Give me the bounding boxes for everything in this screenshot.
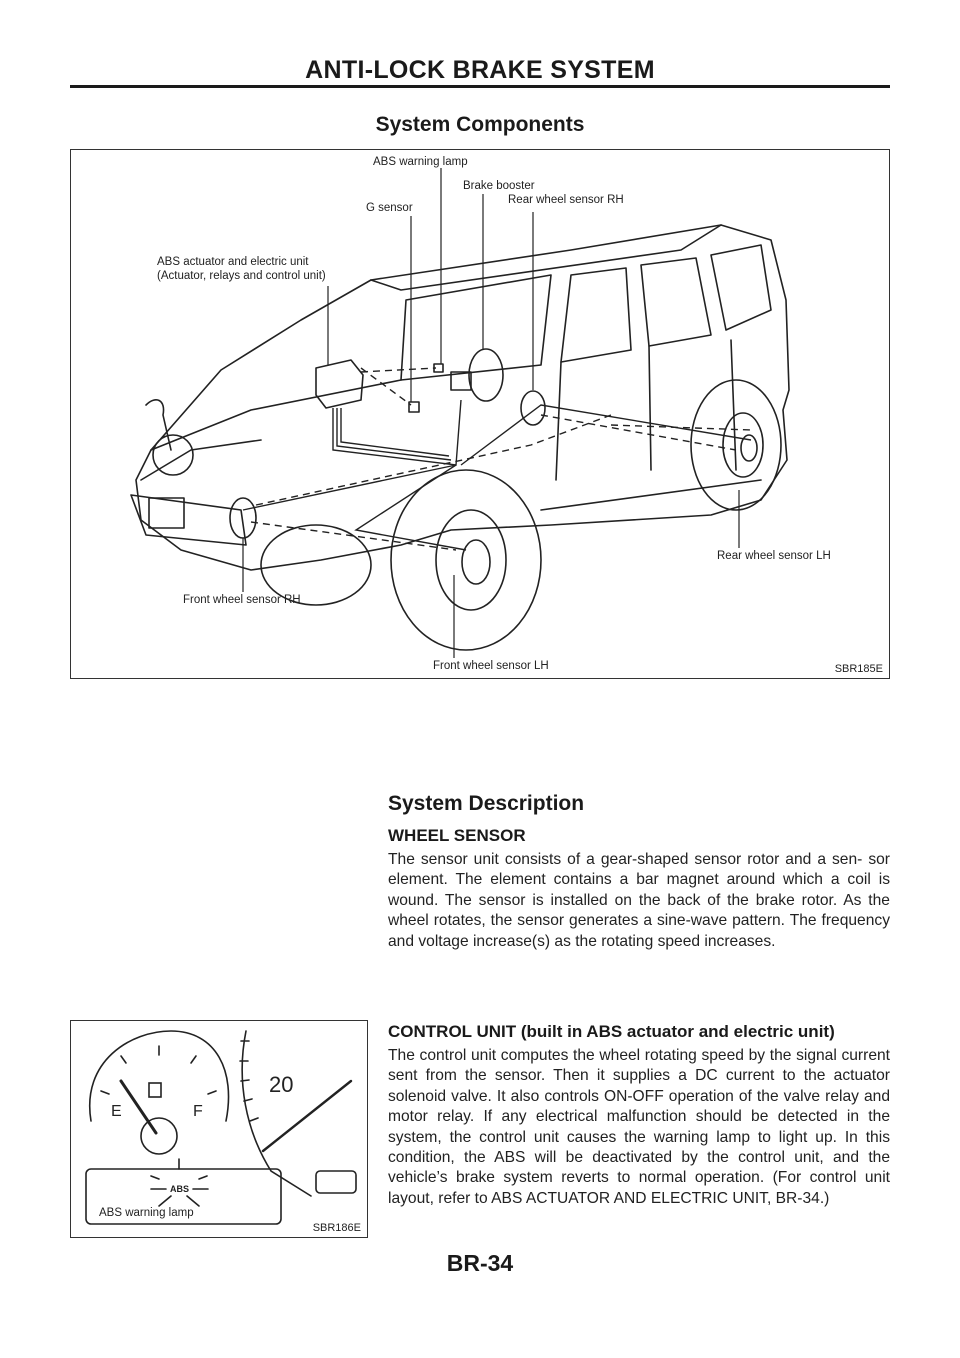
fuel-tick-4 xyxy=(191,1056,196,1063)
callout-rear-wheel-sensor-rh: Rear wheel sensor RH xyxy=(508,194,624,206)
rear-left-wheel xyxy=(691,380,781,510)
fuel-gauge-hub xyxy=(141,1118,177,1154)
lamp-ray-left xyxy=(151,1176,159,1179)
gauge-e-label: E xyxy=(111,1103,122,1120)
rear-rh-rotor xyxy=(521,391,545,425)
abs-lamp-text: ABS xyxy=(170,1184,190,1194)
roof-line xyxy=(371,225,721,290)
callout-rear-wheel-sensor-lh: Rear wheel sensor LH xyxy=(717,550,831,562)
front-lh-rotor xyxy=(462,540,490,584)
g-sensor xyxy=(409,402,419,412)
license-plate xyxy=(149,498,184,528)
warning-lamp-figure xyxy=(70,1020,368,1238)
callout-abs-warning-lamp: ABS warning lamp xyxy=(373,156,468,168)
fuel-pump-icon xyxy=(149,1083,161,1097)
front-left-wheel xyxy=(391,470,541,650)
harness-front-lh xyxy=(356,465,466,550)
header-rule xyxy=(70,85,890,88)
heading-control-unit: CONTROL UNIT (built in ABS actuator and electric unit) xyxy=(388,1022,835,1041)
dashed-rear-2 xyxy=(611,425,751,430)
callout-abs-actuator-line1: ABS actuator and electric unit xyxy=(157,256,309,268)
fuel-tick-5 xyxy=(208,1091,216,1094)
lamp-ray-right xyxy=(199,1176,207,1179)
fuel-tick-2 xyxy=(121,1056,126,1063)
speedometer-arc xyxy=(242,1031,311,1196)
lamp-ray-low-left xyxy=(159,1196,171,1206)
callout-abs-actuator-line2: (Actuator, relays and control unit) xyxy=(157,270,326,282)
abs-actuator xyxy=(316,360,363,408)
fuel-tick-1 xyxy=(101,1091,109,1094)
figure-id-sbr186e: SBR186E xyxy=(312,1222,361,1234)
hood-line xyxy=(151,380,401,450)
harness-rear xyxy=(461,405,751,465)
speed-20-label: 20 xyxy=(269,1072,294,1097)
page-number: BR-34 xyxy=(446,1250,514,1276)
callout-g-sensor: G sensor xyxy=(366,202,413,214)
front-right-wheel xyxy=(261,525,371,605)
rear-window xyxy=(641,258,711,346)
harness-front-rh xyxy=(243,465,456,510)
speed-tick-3 xyxy=(241,1080,249,1081)
windshield xyxy=(401,275,551,380)
paragraph-wheel-sensor: The sensor unit consists of a gear-shaped sensor rotor and a sen- sor element. The element contains a bar magnet around which a coil is wound. The sensor is installed on the back of the brake rotor. As the wheel rotates, the sensor generates a sine-wave pattern. The frequency and voltage increase(s) as the rotating speed increases. xyxy=(388,851,890,950)
odometer-window xyxy=(316,1171,356,1193)
callout-brake-booster: Brake booster xyxy=(463,180,535,192)
page-header-title: ANTI-LOCK BRAKE SYSTEM xyxy=(305,56,655,84)
dashed-lamp xyxy=(361,368,436,372)
callout-abs-warning-lamp-2: ABS warning lamp xyxy=(99,1207,194,1219)
speed-tick-5 xyxy=(250,1118,258,1121)
fuel-gauge-needle xyxy=(121,1081,156,1133)
paragraph-control-unit: The control unit computes the wheel rotating speed by the signal current sent from the sensor. Then it supplies a DC current to the actuator solenoid valve. It also controls ON-OFF operation of the valve relay and motor relay. If any electrical malfunction should be detected in the system, the control unit causes the warning lamp to light up. In this condition, the ABS will be deactivated by the control unit, and the vehicle’s brake system reverts to normal operation. (For control unit layout, refer to ABS ACTUATOR AND ELECTRIC UNIT, BR-34.) xyxy=(388,1047,890,1207)
lamp-ray-low-right xyxy=(187,1196,199,1206)
callout-front-wheel-sensor-lh: Front wheel sensor LH xyxy=(433,660,549,672)
gauge-f-label: F xyxy=(193,1103,203,1120)
front-rh-rotor xyxy=(230,498,256,538)
system-components-figure xyxy=(70,149,890,679)
section-title-description: System Description xyxy=(388,792,585,815)
front-left-hub xyxy=(436,510,506,610)
heading-wheel-sensor: WHEEL SENSOR xyxy=(388,826,526,845)
front-window xyxy=(561,268,631,362)
running-board xyxy=(541,480,761,510)
section-title-components: System Components xyxy=(375,113,585,136)
door-lines xyxy=(556,340,736,480)
brake-booster xyxy=(469,349,503,401)
figure-id-sbr185e: SBR185E xyxy=(834,663,883,675)
callout-front-wheel-sensor-rh: Front wheel sensor RH xyxy=(183,594,301,606)
quarter-window xyxy=(711,245,771,330)
